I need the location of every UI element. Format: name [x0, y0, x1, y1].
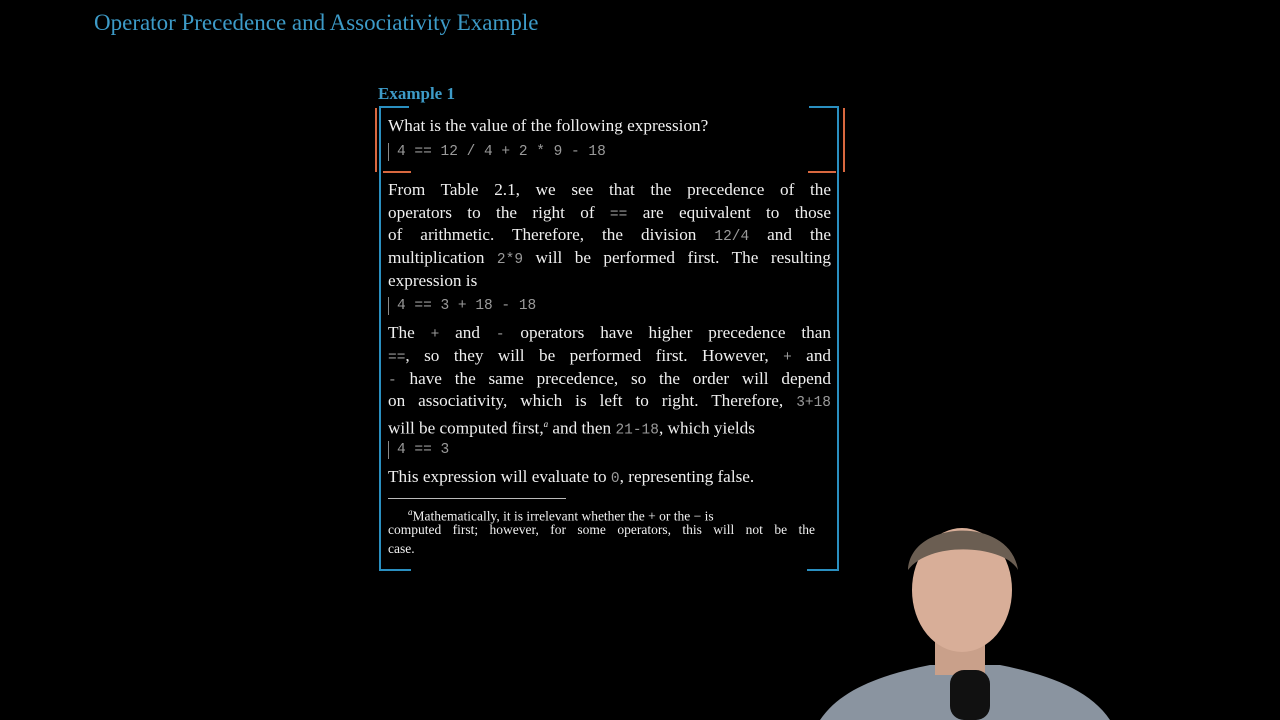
- text-segment: From Table 2.1, we see that the precedence of the: [388, 180, 831, 199]
- footnote-line-3: case.: [388, 541, 415, 556]
- inline-code: +: [430, 327, 440, 343]
- text-line: [388, 391, 831, 413]
- footnote-line-2: computed first; however, for some operators, this will not be the: [388, 522, 815, 537]
- example-label: Example 1: [378, 84, 455, 103]
- text-segment: expression is: [388, 271, 478, 290]
- text-line: [388, 369, 831, 391]
- text-line: [388, 323, 831, 345]
- text-segment: are equivalent to those: [627, 203, 831, 222]
- text-segment: will be performed first. The resulting: [523, 248, 831, 267]
- text-line: [388, 225, 831, 247]
- code-expression-2: 4 == 3 + 18 - 18: [388, 297, 536, 315]
- text-line: [388, 414, 831, 441]
- footnote-line-1: $^a$Mathematically, it is irrelevant whether the + or the − is: [408, 507, 714, 524]
- inline-code: -: [495, 327, 505, 343]
- text-segment: and then: [548, 418, 616, 438]
- inline-code: 2*9: [496, 252, 524, 268]
- text-segment: multiplication: [388, 248, 497, 267]
- text-segment: have the same precedence, so the order will depend: [396, 369, 831, 388]
- text-segment: , so they will be performed first. However,: [405, 346, 784, 365]
- inline-code: 0: [610, 471, 620, 487]
- text-segment: , representing false.: [619, 467, 755, 486]
- text-segment: will be computed first,: [388, 418, 544, 438]
- text-segment: operators to the right of: [388, 203, 610, 222]
- text-line: [388, 248, 831, 270]
- text-segment: and: [439, 323, 496, 342]
- text-segment: of arithmetic. Therefore, the division: [388, 225, 715, 244]
- footnote-rule: [388, 498, 566, 499]
- slide-title: Operator Precedence and Associativity Example: [94, 10, 539, 35]
- text-segment: on associativity, which is left to right. Therefore,: [388, 391, 797, 410]
- inline-code: 3+18: [796, 395, 831, 411]
- text-segment: The: [388, 323, 431, 342]
- code-expression-3: 4 == 3: [388, 441, 449, 459]
- text-segment: , which yields: [658, 418, 755, 438]
- text-line: [388, 346, 831, 368]
- text-line: [388, 203, 831, 225]
- inline-code: 12/4: [714, 229, 750, 245]
- text-segment: operators have higher precedence than: [504, 323, 831, 342]
- text-segment: and the: [749, 225, 831, 244]
- inline-code: 21-18: [615, 422, 659, 439]
- presenter-webcam: [820, 500, 1110, 720]
- inline-code: -: [388, 373, 397, 389]
- text-segment: and: [791, 346, 832, 365]
- text-line: [388, 180, 831, 200]
- text-line: [388, 271, 831, 291]
- inline-code: ==: [609, 207, 628, 223]
- question-text: What is the value of the following expression?: [388, 116, 709, 135]
- code-expression-1: 4 == 12 / 4 + 2 * 9 - 18: [388, 143, 606, 161]
- footnote-marker: a: [543, 419, 549, 429]
- inline-code: +: [783, 350, 792, 366]
- text-segment: This expression will evaluate to: [388, 467, 611, 486]
- inline-code: ==: [388, 350, 406, 366]
- text-line: [388, 467, 831, 489]
